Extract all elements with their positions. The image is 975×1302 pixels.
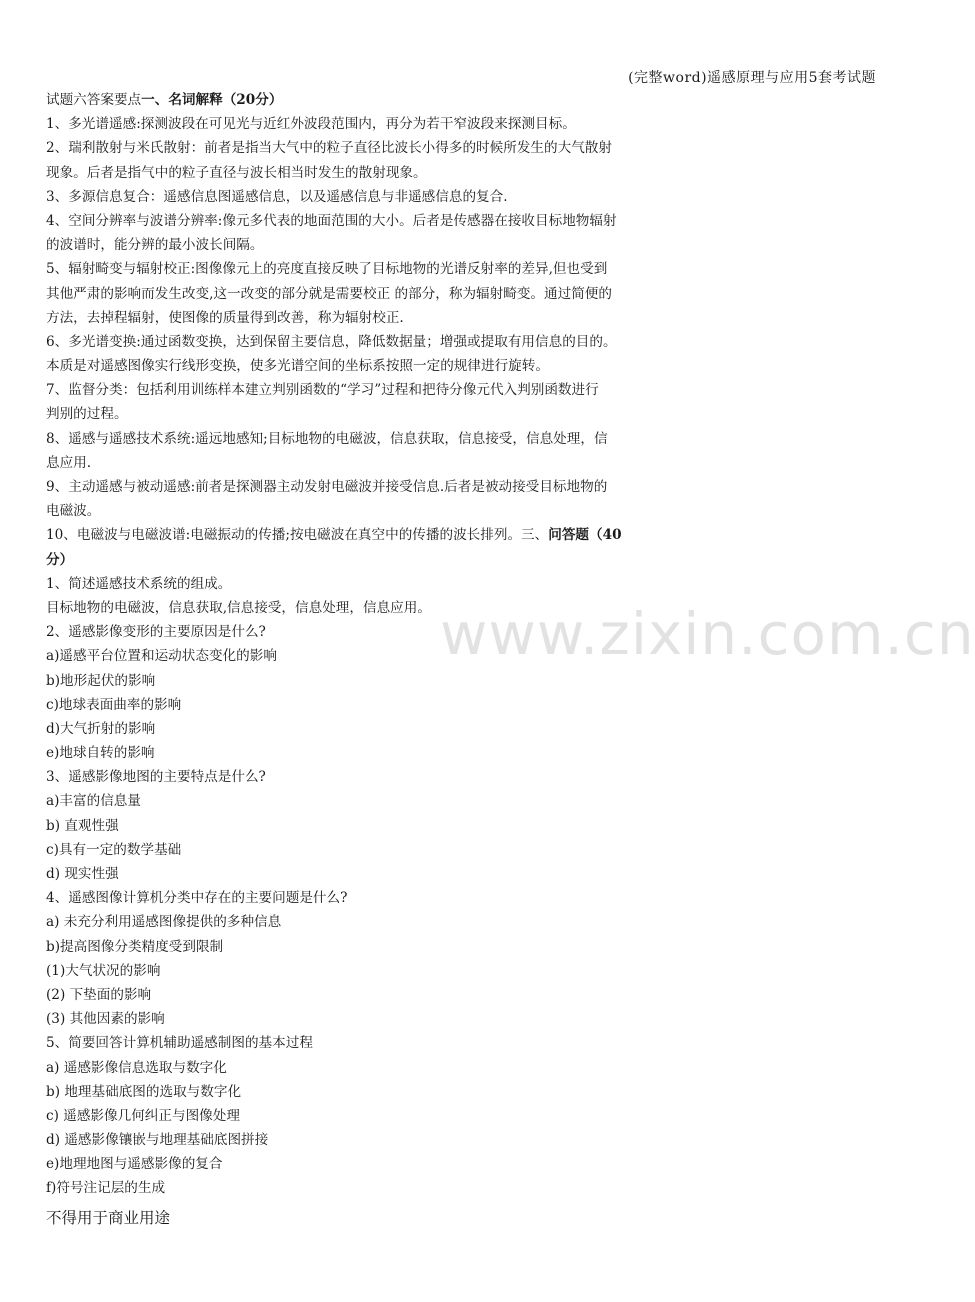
line-text: (3) 其他因素的影响 [46, 1011, 165, 1028]
section-heading: 问答题（40 [548, 527, 622, 544]
text-line [46, 548, 688, 572]
footer-note: 不得用于商业用途 [46, 1209, 171, 1227]
text-line [46, 185, 688, 209]
line-text: e)地球自转的影响 [46, 745, 155, 762]
line-text: 1、简述遥感技术系统的组成。 [46, 575, 232, 592]
text-line [46, 88, 688, 112]
line-text: a) 未充分利用遥感图像提供的多种信息 [46, 914, 282, 931]
text-line [46, 741, 688, 765]
line-text: b)提高图像分类精度受到限制 [46, 938, 224, 955]
text-line [46, 354, 688, 378]
line-text: 4、遥感图像计算机分类中存在的主要问题是什么? [46, 890, 348, 907]
text-line [46, 257, 688, 281]
line-text: 1、多光谱遥感:探测波段在可见光与近红外波段范围内，再分为若干窄波段来探测目标。 [46, 116, 576, 133]
text-line [46, 935, 688, 959]
line-text: 判别的过程。 [46, 406, 128, 423]
text-line [46, 378, 688, 402]
line-text: 本质是对遥感图像实行线形变换，使多光谱空间的坐标系按照一定的规律进行旋转。 [46, 358, 549, 375]
text-line [46, 402, 688, 426]
text-line [46, 838, 688, 862]
line-text: 5、简要回答计算机辅助遥感制图的基本过程 [46, 1035, 313, 1052]
line-text: 的波谱时，能分辨的最小波长间隔。 [46, 237, 264, 254]
line-text: 试题六答案要点 [46, 92, 142, 108]
text-line [46, 765, 688, 789]
text-line [46, 451, 688, 475]
line-text: 7、监督分类：包括利用训练样本建立判别函数的“学习”过程和把待分像元代入判别函数进行 [46, 382, 599, 399]
text-line [46, 983, 688, 1007]
text-line [46, 499, 688, 523]
section-heading: 一、名词解释（20分） [141, 92, 283, 108]
text-line [46, 789, 688, 813]
line-text: a)丰富的信息量 [46, 793, 141, 810]
line-text: 其他严肃的影响而发生改变,这一改变的部分就是需要校正 的部分，称为辐射畸变。通过简便的 [46, 285, 612, 302]
line-text: 3、多源信息复合：遥感信息图遥感信息，以及遥感信息与非遥感信息的复合. [46, 188, 508, 205]
line-text: b) 直观性强 [46, 817, 119, 834]
text-line [46, 886, 688, 910]
line-text: f)符号注记层的生成 [46, 1180, 166, 1197]
text-line [46, 644, 688, 668]
line-text: c)地球表面曲率的影响 [46, 696, 182, 713]
text-line [46, 136, 688, 160]
text-line [46, 1152, 688, 1176]
section-heading: 分） [46, 551, 74, 568]
line-text: e)地理地图与遥感影像的复合 [46, 1156, 223, 1173]
line-text: 目标地物的电磁波，信息获取,信息接受，信息处理，信息应用。 [46, 599, 431, 616]
line-text: 5、辐射畸变与辐射校正:图像像元上的亮度直接反映了目标地物的光谱反射率的差异,但也受到 [46, 261, 608, 278]
line-text: d) 现实性强 [46, 866, 119, 882]
line-text: d) 遥感影像镶嵌与地理基础底图拼接 [46, 1132, 269, 1149]
text-line [46, 814, 688, 838]
line-text: 10、电磁波与电磁波谱:电磁振动的传播;按电磁波在真空中的传播的波长排列。三、 [46, 527, 549, 544]
text-line [46, 1176, 688, 1200]
document-header: (完整word)遥感原理与应用5套考试题 [628, 70, 876, 86]
line-text: 电磁波。 [46, 503, 101, 520]
text-line [46, 427, 688, 451]
text-line [46, 717, 688, 741]
line-text: 2、瑞利散射与米氏散射：前者是指当大气中的粒子直径比波长小得多的时候所发生的大气散射 [46, 140, 612, 157]
text-line [46, 862, 688, 886]
line-text: a)遥感平台位置和运动状态变化的影响 [46, 648, 277, 665]
line-text: b)地形起伏的影响 [46, 672, 156, 689]
line-text: 6、多光谱变换:通过函数变换，达到保留主要信息，降低数据量；增强或提取有用信息的目的。 [46, 333, 617, 350]
text-line [46, 1031, 688, 1055]
text-line [46, 1007, 688, 1031]
text-line [46, 572, 688, 596]
line-text: 方法，去掉程辐射，使图像的质量得到改善，称为辐射校正. [46, 309, 404, 326]
text-line [46, 596, 688, 620]
line-text: 2、遥感影像变形的主要原因是什么? [46, 624, 266, 641]
document-body [46, 88, 688, 1201]
text-line [46, 306, 688, 330]
line-text: (2) 下垫面的影响 [46, 986, 152, 1003]
line-text: (1)大气状况的影响 [46, 962, 161, 979]
text-line [46, 161, 688, 185]
text-line [46, 693, 688, 717]
text-line [46, 523, 688, 547]
line-text: c) 遥感影像几何纠正与图像处理 [46, 1107, 240, 1124]
text-line [46, 1080, 688, 1104]
text-line [46, 233, 688, 257]
text-line [46, 959, 688, 983]
line-text: a) 遥感影像信息选取与数字化 [46, 1059, 227, 1076]
text-line [46, 475, 688, 499]
text-line [46, 1104, 688, 1128]
line-text: 现象。后者是指气中的粒子直径与波长相当时发生的散射现象。 [46, 164, 427, 181]
text-line [46, 282, 688, 306]
text-line [46, 112, 688, 136]
line-text: 4、空间分辨率与波谱分辨率:像元多代表的地面范围的大小。后者是传感器在接收目标地物辐射 [46, 212, 617, 229]
line-text: c)具有一定的数学基础 [46, 841, 182, 858]
line-text: 8、遥感与遥感技术系统:遥远地感知;目标地物的电磁波，信息获取，信息接受，信息处理，信 [46, 430, 608, 447]
text-line [46, 209, 688, 233]
text-line [46, 330, 688, 354]
line-text: d)大气折射的影响 [46, 720, 156, 737]
text-line [46, 910, 688, 934]
line-text: 3、遥感影像地图的主要特点是什么? [46, 769, 266, 786]
line-text: 息应用. [46, 454, 92, 471]
text-line [46, 1128, 688, 1152]
text-line [46, 620, 688, 644]
text-line [46, 1056, 688, 1080]
text-line [46, 669, 688, 693]
line-text: b) 地理基础底图的选取与数字化 [46, 1083, 242, 1100]
watermark-text: www.zixin.com.cn [440, 600, 975, 668]
line-text: 9、主动遥感与被动遥感:前者是探测器主动发射电磁波并接受信息.后者是被动接受目标地物的 [46, 479, 608, 495]
